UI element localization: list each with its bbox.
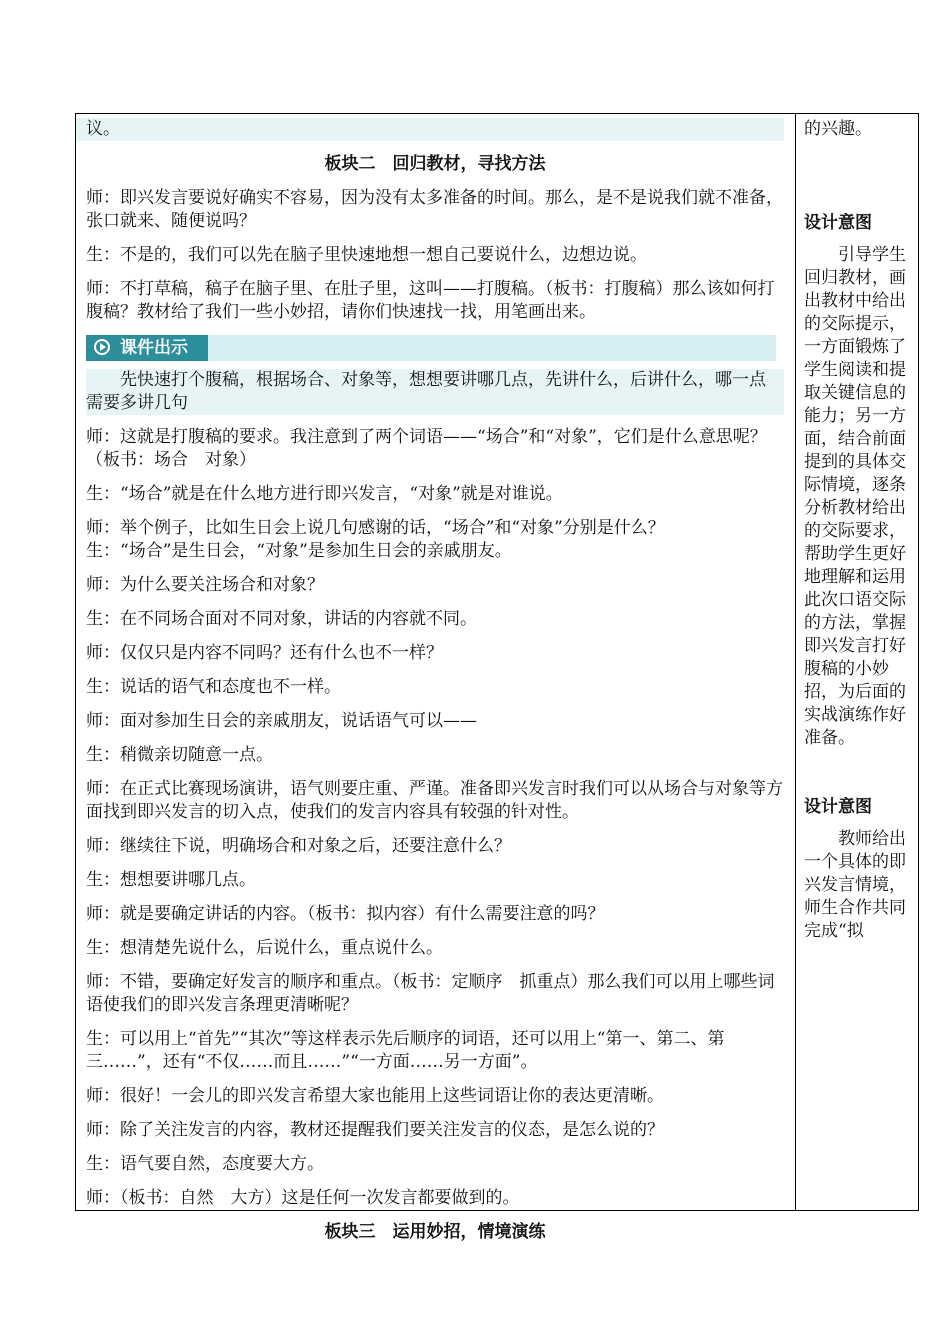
dialogue-line: 生：稍微亲切随意一点。 — [86, 745, 273, 765]
dialogue-line: 师：不打草稿，稿子在脑子里、在肚子里，这叫——打腹稿。（板书：打腹稿）那么该如何打腹稿？教材给了我们一些小妙招，请你们快速找一找，用笔画出来。 — [86, 279, 775, 322]
dialogue-line: 生：在不同场合面对不同对象，讲话的内容就不同。 — [86, 609, 477, 629]
dialogue-line: 生：不是的，我们可以先在脑子里快速地想一想自己要说什么，边想边说。 — [86, 245, 647, 265]
courseware-label: 课件出示 — [120, 338, 188, 358]
dialogue-line: 师：就是要确定讲话的内容。（板书：拟内容）有什么需要注意的吗？ — [86, 904, 605, 924]
continued-line: 议。 — [76, 118, 784, 141]
dialogue-line: 师：在正式比赛现场演讲，语气则要庄重、严谨。准备即兴发言时我们可以从场合与对象等方面找到即兴发言的切入点，使我们的发言内容具有较强的针对性。 — [86, 779, 783, 822]
dialogue-line: 师：举个例子，比如生日会上说几句感谢的话，“场合”和“对象”分别是什么？ — [86, 518, 665, 538]
design-intent-title: 设计意图 — [804, 213, 872, 233]
courseware-tag — [86, 335, 208, 361]
design-intent-title-2: 设计意图 — [804, 797, 872, 817]
dialogue-line: 师：（板书：自然 大方）这是任何一次发言都要做到的。 — [86, 1188, 520, 1208]
courseware-text: 先快速打个腹稿，根据场合、对象等，想想要讲哪几点，先讲什么，后讲什么，哪一点需要多讲几句 — [86, 369, 784, 415]
section2-heading: 板块二 回归教材，寻找方法 — [324, 154, 546, 174]
side-continued-text: 的兴趣。 — [804, 119, 872, 139]
dialogue-line: 师：即兴发言要说好确实不容易，因为没有太多准备的时间。那么，是不是说我们就不准备，张口就来、随便说吗？ — [86, 188, 783, 231]
dialogue-line: 师：面对参加生日会的亲戚朋友，说话语气可以—— — [86, 711, 477, 731]
dialogue-line: 师：为什么要关注场合和对象？ — [86, 575, 324, 595]
dialogue-line: 生：可以用上“首先”“其次”等这样表示先后顺序的词语，还可以用上“第一、第二、第三……”，还有“不仅……而且……”“一方面……另一方面”。 — [86, 1029, 725, 1072]
play-icon — [94, 339, 110, 355]
dialogue-line: 生：想想要讲哪几点。 — [86, 870, 256, 890]
dialogue-line: 生：“场合”就是在什么地方进行即兴发言，“对象”就是对谁说。 — [86, 484, 563, 504]
dialogue-line: 生：“场合”是生日会，“对象”是参加生日会的亲戚朋友。 — [86, 541, 512, 561]
dialogue-line: 师：继续往下说，明确场合和对象之后，还要注意什么？ — [86, 836, 511, 856]
design-intent-body: 引导学生回归教材，画出教材中给出的交际提示，一方面锻炼了学生阅读和提取关键信息的能力；另一方面，结合前面提到的具体交际情境，逐条分析教材给出的交际要求，帮助学生更好地理解和运用此次口语交际的方法，掌握即兴发言打好腹稿的小妙招，为后面的实战演练作好准备。 — [804, 245, 906, 748]
dialogue-line: 师：不错，要确定好发言的顺序和重点。（板书：定顺序 抓重点）那么我们可以用上哪些词语使我们的即兴发言条理更清晰呢？ — [86, 972, 775, 1015]
courseware-banner — [86, 335, 794, 363]
dialogue-line: 生：说话的语气和态度也不一样。 — [86, 677, 341, 697]
dialogue-line: 生：语气要自然，态度要大方。 — [86, 1154, 324, 1174]
side-column — [796, 114, 918, 943]
dialogue-line: 师：除了关注发言的内容，教材还提醒我们要关注发言的仪态，是怎么说的？ — [86, 1120, 664, 1140]
dialogue-line: 师：这就是打腹稿的要求。我注意到了两个词语——“场合”和“对象”，它们是什么意思呢？（板书：场合 对象） — [86, 427, 767, 470]
design-intent-body-2: 教师给出一个具体的即兴发言情境，师生合作共同完成“拟 — [804, 829, 906, 941]
dialogue-line: 生：想清楚先说什么，后说什么，重点说什么。 — [86, 938, 443, 958]
main-column — [76, 114, 794, 1255]
section3-heading: 板块三 运用妙招，情境演练 — [324, 1222, 546, 1242]
dialogue-line: 师：很好！一会儿的即兴发言希望大家也能用上这些词语让你的表达更清晰。 — [86, 1086, 664, 1106]
dialogue-line: 师：仅仅只是内容不同吗？还有什么也不一样？ — [86, 643, 443, 663]
